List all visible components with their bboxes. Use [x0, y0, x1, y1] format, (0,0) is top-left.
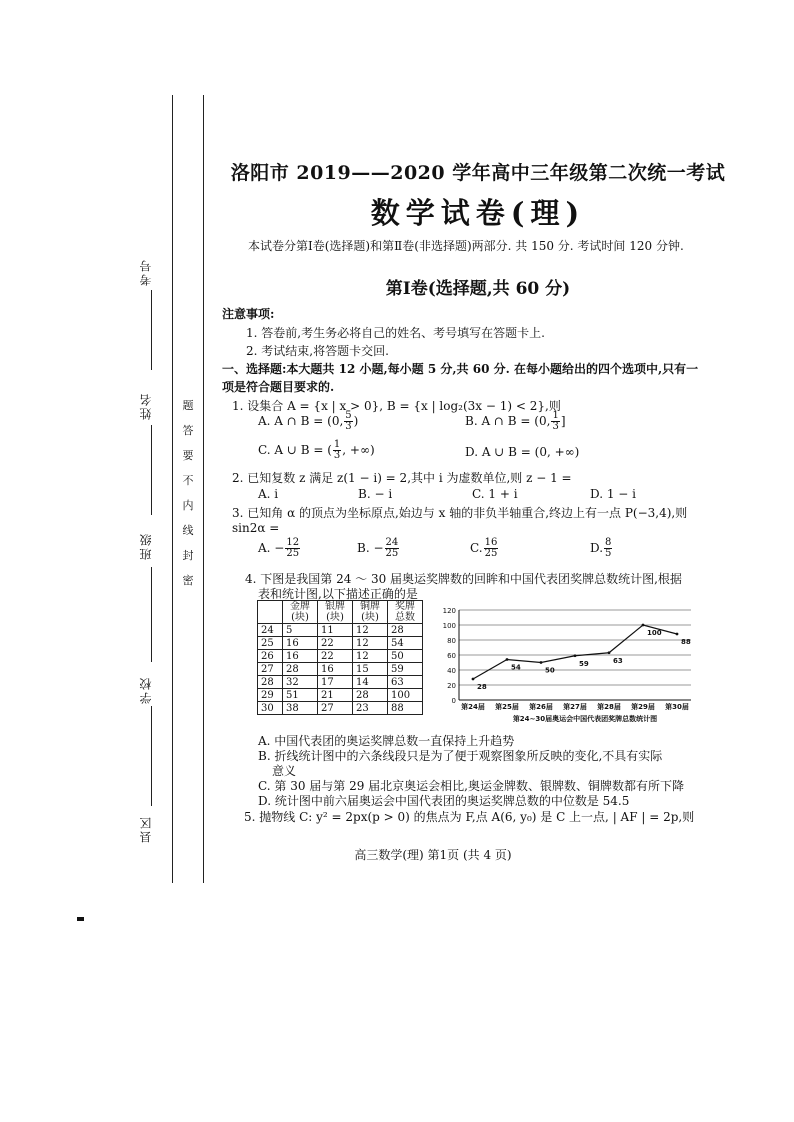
school-label: 学校	[139, 676, 153, 704]
chart-y-tick-label: 120	[442, 607, 456, 615]
exam-number-label: 考号	[139, 258, 153, 286]
q4-option-b-cont: 意义	[272, 764, 297, 778]
chart-x-tick-label: 第27届	[563, 703, 587, 711]
table-header: 银牌(块)	[318, 601, 353, 624]
q2-option-c: C. 1 + i	[472, 487, 518, 501]
table-row	[258, 650, 423, 663]
numerator: 5	[345, 410, 352, 421]
q3-option-b	[357, 538, 400, 559]
table-cell: 38	[283, 702, 318, 715]
q4-option-a: A. 中国代表团的奥运奖牌总数一直保持上升趋势	[258, 734, 515, 748]
table-cell: 17	[318, 676, 353, 689]
q3-option-c	[470, 538, 499, 559]
option-text: C. A ∪ B = (	[258, 443, 332, 457]
option-text: A. −	[258, 541, 285, 555]
seal-char: 内	[182, 499, 194, 512]
seal-char: 答	[182, 424, 194, 437]
option-text: A. A ∩ B = (0,	[258, 414, 344, 428]
table-cell: 28	[258, 676, 283, 689]
table-cell: 88	[388, 702, 423, 715]
q4-stem-cont: 表和统计图,以下描述正确的是	[258, 587, 418, 601]
medal-table	[257, 600, 423, 715]
table-cell: 28	[388, 624, 423, 637]
binding-line-inner	[203, 95, 204, 883]
table-cell: 12	[353, 650, 388, 663]
table-cell: 16	[283, 650, 318, 663]
table-cell: 12	[353, 637, 388, 650]
q4-option-d: D. 统计图中前六届奥运会中国代表团的奥运奖牌总数的中位数是 54.5	[258, 794, 630, 808]
table-cell: 54	[388, 637, 423, 650]
chart-point	[574, 654, 577, 657]
fraction	[604, 538, 612, 559]
table-cell: 63	[388, 676, 423, 689]
chart-data-label: 28	[477, 683, 487, 691]
chart-point	[642, 624, 645, 627]
denominator: 3	[552, 421, 559, 432]
q1-option-c	[258, 440, 375, 461]
chart-data-label: 59	[579, 659, 589, 668]
chart-x-tick-label: 第28届	[597, 703, 621, 711]
fraction	[551, 411, 559, 432]
table-cell: 16	[283, 637, 318, 650]
chart-title: 第24~30届奥运会中国代表团奖牌总数统计图	[512, 715, 658, 722]
table-header	[258, 601, 283, 624]
table-cell: 5	[283, 624, 318, 637]
chart-y-tick-label: 40	[447, 667, 456, 675]
table-cell: 100	[388, 689, 423, 702]
fraction	[385, 538, 400, 559]
chart-y-tick-label: 0	[451, 697, 456, 705]
q4-option-b: B. 折线统计图中的六条线段只是为了便于观察图象所反映的变化,不具有实际	[258, 749, 663, 763]
table-header-row	[258, 601, 423, 624]
fraction	[344, 411, 352, 432]
part-one-heading-cont: 项是符合题目要求的.	[222, 380, 335, 394]
table-cell: 22	[318, 650, 353, 663]
q4-option-c: C. 第 30 届与第 29 届北京奥运会相比,奥运金牌数、银牌数、铜牌数都有所下降	[258, 779, 684, 793]
chart-data-label: 88	[681, 638, 691, 646]
section-title: 第Ⅰ卷(选择题,共 60 分)	[385, 279, 571, 299]
table-header: 奖牌总数	[388, 601, 423, 624]
q2-option-d: D. 1 − i	[590, 487, 636, 501]
chart-y-tick-label: 80	[447, 637, 456, 645]
chart-y-tick-label: 100	[442, 622, 456, 630]
numerator: 24	[385, 537, 399, 548]
chart-data-label: 54	[511, 663, 521, 672]
option-text: B. −	[357, 541, 384, 555]
table-cell: 32	[283, 676, 318, 689]
chart-y-tick-label: 60	[447, 652, 456, 660]
table-row	[258, 663, 423, 676]
chart-data-label: 100	[647, 629, 662, 637]
table-header: 金牌(块)	[283, 601, 318, 624]
q2-option-a: A. i	[258, 487, 279, 501]
chart-data-label: 63	[613, 656, 623, 665]
seal-char: 线	[182, 524, 194, 537]
chart-data-label: 50	[545, 666, 555, 675]
scan-mark	[77, 917, 84, 921]
table-cell: 26	[258, 650, 283, 663]
notes-item: 1. 答卷前,考生务必将自己的姓名、考号填写在答题卡上.	[246, 326, 545, 340]
table-cell: 15	[353, 663, 388, 676]
option-text: ]	[560, 414, 566, 428]
table-cell: 30	[258, 702, 283, 715]
q1-option-d: D. A ∪ B = (0, +∞)	[465, 445, 580, 459]
denominator: 25	[286, 548, 300, 559]
fraction	[333, 440, 341, 461]
denominator: 5	[605, 548, 612, 559]
part-one-heading: 一、选择题:本大题共 12 小题,每小题 5 分,共 60 分. 在每小题给出的四个选项中,只有一	[222, 362, 699, 376]
binding-line-outer	[172, 95, 173, 883]
chart-x-tick-label: 第24届	[461, 703, 485, 711]
table-row	[258, 689, 423, 702]
table-cell: 24	[258, 624, 283, 637]
q1-option-b	[465, 411, 566, 432]
table-cell: 27	[318, 702, 353, 715]
chart-point	[540, 661, 543, 664]
table-row	[258, 676, 423, 689]
exam-title: 洛阳市 2019——2020 学年高中三年级第二次统一考试	[230, 162, 726, 184]
table-cell: 14	[353, 676, 388, 689]
chart-x-tick-label: 第30届	[665, 703, 689, 711]
chart-point	[676, 633, 679, 636]
table-header: 铜牌(块)	[353, 601, 388, 624]
page-footer: 高三数学(理) 第1页 (共 4 页)	[354, 848, 512, 862]
fraction	[484, 538, 499, 559]
table-cell: 11	[318, 624, 353, 637]
table-cell: 59	[388, 663, 423, 676]
option-text: D.	[590, 541, 604, 555]
table-cell: 12	[353, 624, 388, 637]
table-cell: 16	[318, 663, 353, 676]
seal-char: 题	[182, 399, 194, 412]
denominator: 25	[385, 548, 399, 559]
class-blank	[151, 567, 152, 662]
q3-option-a	[258, 538, 301, 559]
table-cell: 28	[283, 663, 318, 676]
option-text: )	[353, 414, 359, 428]
chart-x-tick-label: 第26届	[529, 703, 553, 711]
q4-stem: 4. 下图是我国第 24 ～ 30 届奥运奖牌数的回眸和中国代表团奖牌总数统计图,根据	[245, 572, 682, 586]
chart-svg	[435, 604, 697, 722]
name-label: 姓名	[139, 392, 153, 420]
option-text: C.	[470, 541, 483, 555]
chart-y-tick-label: 20	[447, 682, 456, 690]
table-row	[258, 702, 423, 715]
q3-stem: 3. 已知角 α 的顶点为坐标原点,始边与 x 轴的非负半轴重合,终边上有一点 P(−3,4),则	[232, 506, 688, 520]
option-text: , +∞)	[342, 443, 375, 457]
table-cell: 29	[258, 689, 283, 702]
table-cell: 27	[258, 663, 283, 676]
name-blank	[151, 425, 152, 515]
table-cell: 51	[283, 689, 318, 702]
option-text: B. A ∩ B = (0,	[465, 414, 551, 428]
county-label: 县区	[139, 815, 153, 843]
chart-point	[506, 658, 509, 661]
chart-point	[472, 678, 475, 681]
q1-option-a	[258, 411, 358, 432]
fraction	[285, 538, 300, 559]
numerator: 16	[484, 537, 498, 548]
notes-item: 2. 考试结束,将答题卡交回.	[246, 344, 389, 358]
denominator: 25	[484, 548, 498, 559]
exam-number-blank	[151, 290, 152, 370]
denominator: 3	[345, 421, 352, 432]
seal-char: 密	[182, 574, 194, 587]
table-cell: 23	[353, 702, 388, 715]
q2-stem: 2. 已知复数 z 满足 z(1 − i) = 2,其中 i 为虚数单位,则 z − 1 =	[232, 471, 572, 485]
seal-char: 不	[182, 474, 194, 487]
class-label: 班级	[139, 532, 153, 560]
numerator: 1	[333, 439, 341, 450]
denominator: 3	[333, 450, 341, 461]
table-row	[258, 637, 423, 650]
table-cell: 21	[318, 689, 353, 702]
notes-heading: 注意事项:	[222, 307, 275, 321]
chart-point	[608, 651, 611, 654]
table-cell: 22	[318, 637, 353, 650]
medal-line-chart	[435, 604, 697, 722]
numerator: 8	[605, 537, 612, 548]
table-cell: 50	[388, 650, 423, 663]
seal-char: 封	[182, 549, 194, 562]
table-cell: 28	[353, 689, 388, 702]
paper-title: 数学试卷(理)	[370, 196, 586, 230]
seal-char: 要	[182, 449, 194, 462]
chart-x-tick-label: 第29届	[631, 703, 655, 711]
q1-stem: 1. 设集合 A = {x | x > 0}, B = {x | log₂(3x − 1) < 2},则	[232, 399, 561, 413]
table-cell: 25	[258, 637, 283, 650]
intro-text: 本试卷分第Ⅰ卷(选择题)和第Ⅱ卷(非选择题)两部分. 共 150 分. 考试时间 120 分钟.	[248, 239, 684, 253]
q3-stem-cont: sin2α =	[232, 521, 280, 535]
q5-stem: 5. 抛物线 C: y² = 2px(p > 0) 的焦点为 F,点 A(6, y₀) 是 C 上一点, | AF | = 2p,则	[244, 810, 695, 824]
school-blank	[151, 706, 152, 806]
q2-option-b: B. − i	[358, 487, 393, 501]
q3-option-d	[590, 538, 613, 559]
table-row	[258, 624, 423, 637]
chart-x-tick-label: 第25届	[495, 703, 519, 711]
numerator: 12	[286, 537, 300, 548]
numerator: 1	[552, 410, 559, 421]
